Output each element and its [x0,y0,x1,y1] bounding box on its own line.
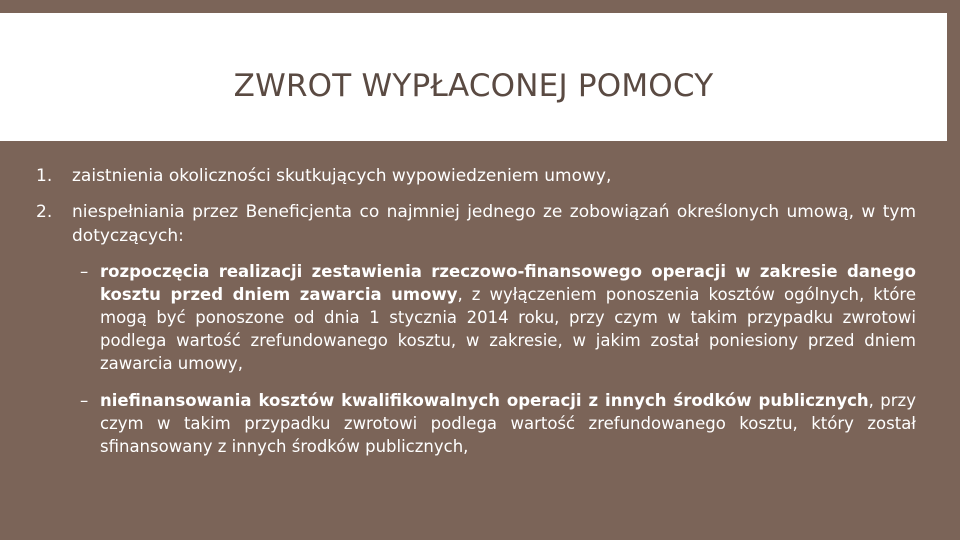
list-item-text: niespełniania przez Beneficjenta co najmniej jednego ze zobowiązań określonych umową, w tym dotyczących: [72,202,916,246]
sub-list-item-text [100,260,916,375]
list-number: 1. [36,166,53,186]
slide-title: ZWROT WYPŁACONEJ POMOCY [233,68,714,104]
regular-phrase: , przy czym w takim przypadku zwrotowi podlega wartość zrefundowanego kosztu, który został sfinansowany z innych środków publicznych, [100,391,916,456]
list-item-text: zaistnienia okoliczności skutkujących wypowiedzeniem umowy, [72,166,612,186]
sub-list-item [80,389,916,458]
title-band [0,13,947,141]
bold-phrase: niefinansowania kosztów kwalifikowalnych operacji z innych środków publicznych [100,391,869,410]
bold-phrase: rozpoczęcia realizacji zestawienia rzeczowo-finansowego operacji w zakresie danego kosztu przed dniem zawarcia umowy [100,262,916,304]
sub-list-item-text [100,389,916,458]
regular-phrase: , z wyłączeniem ponoszenia kosztów ogólnych, które mogą być ponoszone od dnia 1 stycznia 2014 roku, przy czym w takim przypadku zwrotowi podlega wartość zrefundowanego kosztu, w zakresie, w jakim został poniesiony przed dniem zawarcia umowy, [100,285,916,373]
list-item [36,164,916,188]
sub-list-item [80,260,916,375]
list-item [36,200,916,248]
dash-bullet: – [80,391,89,410]
list-number: 2. [36,202,53,222]
dash-bullet: – [80,262,89,281]
slide-content [36,164,916,472]
